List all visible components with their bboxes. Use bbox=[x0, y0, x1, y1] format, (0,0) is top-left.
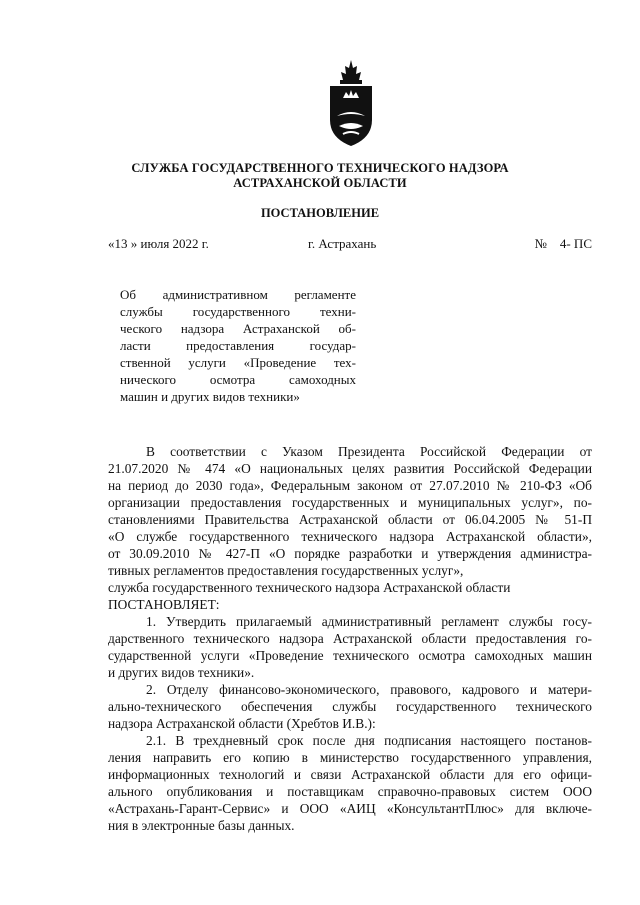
body-text-line: «Астрахань-Гарант-Сервис» и ООО «АИЦ «КонсультантПлюс» для включе- bbox=[108, 801, 592, 816]
subject-line: службы государственного техни- bbox=[120, 304, 356, 319]
subject-line: машин и других видов техники» bbox=[120, 389, 300, 404]
body-text-line: ально-технического обеспечения службы государственного технического bbox=[108, 699, 592, 714]
body-text-line: служба государственного технического надзора Астраханской области bbox=[108, 580, 511, 595]
body-text-line: надзора Астраханской области (Хребтов И.В.): bbox=[108, 716, 376, 731]
body-text-line: и других видов техники». bbox=[108, 665, 255, 680]
body-text-line: 2. Отделу финансово-экономического, правового, кадрового и матери- bbox=[146, 682, 592, 697]
document-type: ПОСТАНОВЛЕНИЕ bbox=[260, 206, 380, 220]
body-text-line: 1. Утвердить прилагаемый административный регламент службы госу- bbox=[146, 614, 592, 629]
body-text-line: 2.1. В трехдневный срок после дня подписания настоящего постанов- bbox=[146, 733, 592, 748]
coat-of-arms-icon bbox=[325, 58, 377, 148]
document-number: № 4- ПС bbox=[534, 236, 592, 251]
document-city: г. Астрахань bbox=[308, 236, 377, 251]
document-date: «13 » июля 2022 г. bbox=[108, 236, 209, 251]
body-text-line: дарственного технического надзора Астраханской области предоставления го- bbox=[108, 631, 592, 646]
organization-name-line1: СЛУЖБА ГОСУДАРСТВЕННОГО ТЕХНИЧЕСКОГО НАДЗОРА bbox=[131, 161, 509, 175]
body-text-line: ального опубликования и поставщикам справочно-правовых систем ООО bbox=[108, 784, 592, 799]
subject-line: ственной услуги «Проведение тех- bbox=[120, 355, 356, 370]
body-text-line: на период до 2030 года», Федеральным законом от 27.07.2010 № 210-ФЗ «Об bbox=[108, 478, 592, 493]
body-text-line: ния в электронные базы данных. bbox=[108, 818, 295, 833]
subject-line: Об административном регламенте bbox=[120, 287, 356, 302]
body-text-line: В соответствии с Указом Президента Российской Федерации от bbox=[146, 444, 592, 459]
subject-line: ласти предоставления государ- bbox=[120, 338, 356, 353]
subject-line: ческого надзора Астраханской об- bbox=[120, 321, 356, 336]
body-text-line: 21.07.2020 № 474 «О национальных целях развития Российской Федерации bbox=[108, 461, 592, 476]
body-text-line: от 30.09.2010 № 427-П «О порядке разработки и утверждения администра- bbox=[108, 546, 592, 561]
subject-line: нического осмотра самоходных bbox=[120, 372, 356, 387]
body-text-line: информационных технологий и связи Астраханской области для его офици- bbox=[108, 767, 592, 782]
body-text-line: ления направить его копию в министерство государственного управления, bbox=[108, 750, 592, 765]
document-body bbox=[108, 443, 592, 834]
organization-name-line2: АСТРАХАНСКОЙ ОБЛАСТИ bbox=[233, 176, 407, 190]
body-text-line: «О службе государственного технического надзора Астраханской области», bbox=[108, 529, 592, 544]
body-text-line: становлениями Правительства Астраханской области от 06.04.2005 № 51-П bbox=[108, 512, 592, 527]
document-subject bbox=[120, 286, 356, 405]
body-text-line: ПОСТАНОВЛЯЕТ: bbox=[108, 597, 220, 612]
body-text-line: тивных регламентов предоставления государственных услуг», bbox=[108, 563, 464, 578]
body-text-line: сударственной услуги «Проведение технического осмотра самоходных машин bbox=[108, 648, 592, 663]
body-text-line: организации предоставления государственных и муниципальных услуг», по- bbox=[108, 495, 592, 510]
date-place-number-line bbox=[108, 236, 592, 254]
